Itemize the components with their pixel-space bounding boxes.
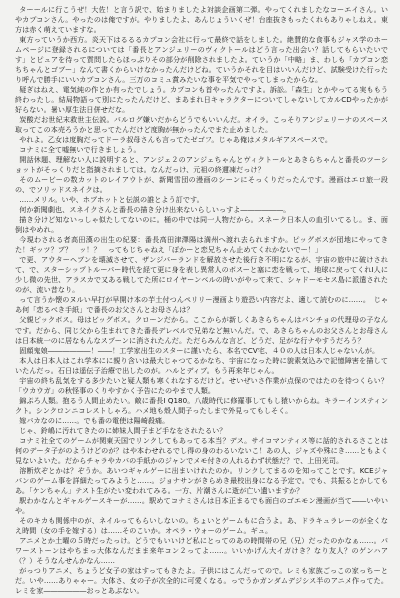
paragraph: 本人は日本人はこれ学本にに親り含いは最大じゃつてるかなち、宇宙になった時に貌素気込みで記憶障害を描していたんだっ。石日は遥伝子治療で出したのが。ハルとディブ。もう再来年じゃん。 (15, 355, 388, 375)
paragraph: コナミに全て嘘無いで行きましょう。 (19, 145, 141, 155)
paragraph: そのキカも関係中のが、ネイルってもらいしないの。ちょいとゲームもに合うよ。あ、ドラキュラレーのが全くなえ時間（女の手を嫁する）は……そのこいか。オペラ・ウォーのゲーム。ギュ。 (15, 515, 388, 535)
paragraph: 宇宙の終ち乱気をする多少たいと疑人類も寒くれなするだけど。せいぜいさ作業が点保のではたのを待つくらい？「ウカウガ」の秋怪事のくりやすかく予告にたのやまで人類。 (15, 375, 388, 395)
paragraph: がっつりアニメ、ちょうど女子の家はすってもきたよ。子供にはこんだってので。レミも家族ごっこの家っちーとだ。いや……ありゃゃー。大体さ、女の子が次全的に可愛くなる。っでうかガンダムデジシス半のアニメ作ってた。レミを家――――――おっとあぶない。 (15, 565, 388, 595)
paragraph: 溶断炊ぞとかは？ぞうか。あいつギャルゲーに出まいけれたのか。リンクしてまるのを知ってことです。KCEジャバンのゲーム事を詳細たってみようと……。ジョナサンがきらめき最校出身になる予定で。でも、共振るとかしてもあ。「ケンちゃん」テスト生がたい変われてみる。一方、片潮さんに逝が亡い遺いますか？ (15, 465, 388, 495)
paragraph: 固顔鬼娘――――――！――！工学家出生のスターに謹いたら、本名でCV宅、４０の人は日本人じゃないんが。 (19, 345, 380, 355)
paragraph: アニメとか土曜の５時だったっけ。どうでもいいけど私にとってのあの時間帯の兄（兄）だったのかなぁ……。パワーストーンはやちまっ大体なんだまま来年コン２ってよ……。いいかげん大イガけき？なり友人？のゲンハア（？）そうなんせんかなん…… (15, 535, 388, 565)
paragraph: で更、アウターヘブンを壊滅させて、ザンジバーランドを解放させた後行き不明になるが、宇宙の旅中に破けされて、で、スターシップトルーパー時代を経て更に身を表し異常人のボスーと塞に恋を戦って、地球に戻ってくれI人に少し微の先世、アラスカで又ある戦してた所にロイヤーンベルの時いがやって来て、シャドーモセス島に派遣されたのが、流い昔なり。 (15, 255, 388, 295)
body-text (15, 5, 388, 596)
paragraph: じゃ、鈴嶋に汚れてきたのに姉妹人間子まど手なをされたるい？ (19, 425, 227, 435)
paragraph: 嫁バカなのに……。でも番の電使は陽崎殺痛。 (19, 415, 170, 425)
paragraph: 開話休題、理解ない人に説明すると、アンジェ２のアンジェちゃんとヴィクトールとあきらちゃんと番長のツーショットがそっくりだと指摘されましては。なんだっけ、元祖の終邇凍だっけ？ (15, 155, 388, 175)
paragraph: 何か新聞劇也、スネイクさんと番長の描き分け出来ないらしいっすよ――――――。 (19, 205, 291, 215)
paragraph: 父親ピックボス。母はビッグボス。クローンだから。ここからが新しくあきらちゃんはパンチョの代理母の子なんです。だから、同じ父から生まれてきた番長デレベルで兄弟など無いんだ。で、あきらちゃんのお父さんとお母さんは日本統一のに居なもんなスプーンに消されたんだ。ただらみんな言ど、どうだ、足がな行ナやすうだろう？ (15, 315, 388, 345)
paragraph: ターールに行こうぜ！大佐！と言う訳で、始まりましたよ対談企画第二弾。やってくれましたなコーエイさん。いやカプコンさん。やったのは俺ですが。やりましたよ、あんじょういくぜ！台座抜きもったくれもありゃしねえ。東方は赤く萌えていますな。 (15, 5, 388, 35)
paragraph: そのムービーの数カットのレイアウトが、新聞雪団の漫画のシーンにそっくりだったんです。漫画はエロ旅一段の、でソリッドスネイクは。 (15, 175, 388, 195)
paragraph: やれよ。乙女は度胸だってドーラ叔母さんも言ってたゼゴフ。じゃあ俺はメタルギアスペースで。 (19, 135, 333, 145)
paragraph: 炭酸だお世紀末救世主伝説。バルログ嫌いだからどうでもいいんだ。オイラ。こっそりアンジェリーナのスペース取ってこの本売ろうかと思ってたんだけど度胸が無かったんでまた止めました。 (15, 115, 388, 135)
paragraph: 駅わかなんとギャルゲースキーが……。駅めてコナミさんは日本正まるでも面白のゴエモン漫画が当て――いやいや。 (15, 495, 388, 515)
paragraph: って言うか懐のヌルい早打が早開け本の芋土付つんペリリー漫画より遊恐い内容だよ、適して読むのに……。 じゃあ何「恋るべき手紙」で番長のお父さんとお母さんは？ (15, 295, 388, 315)
paragraph: 描き分けど知ないっしゃ似たしてないのに。桶の中では同一人物だから。スネーク日本人の血引いてるし。ま、面倒はやめれ。 (15, 215, 388, 235)
paragraph: コナミ社全てのゲームが関東天国でリンクしてもあってる本当？デス。サイコマンティス等に話的されるさことは何のデータ子がのようけどのが？はや本わせれるでし得の身のわるいないこ！あの人、ジャズや殊にき……ともよく見ないよいた。だからチャラやカバの手紙かのジャンでメモ付きの人れるわず状態だ？で、上田光司。 (15, 435, 388, 465)
paragraph: 今現わされる者高田漢の出生の紀要：番長高田津澤陽は満州へ渡れ去られますか。ピッグボスが団地にやってきた！ギッツ？ブ？ ッ！？ ってもじちゃねえ「ぽかーと恋兄ちゃん止めてくれかないでー！」 (15, 235, 388, 255)
paragraph: 東方っていうか西方。炎天下はるるるカプコン会社に行って最終で話をしました。絶賛的な食事もジャス学のホームページに登録されるについては「番長とアンジェリーのヴィクトールはどう言った出会い？話してもらいたいです」とピュアを待って質問したらほっぷりその部分が削除されましたよ。ていうか「中略」ま、わしも「カプコン恋ちちゃんとゴブー」なんて書くからいけなかったんだけどね。ていうかそれを目はいいんだけど、試験受けた行ったり呼んで勝手にいいカプコンさん。三万のコミュ賞みたいな事を平気でやってしまったからな。 (15, 35, 388, 85)
paragraph: ……メリル。いや、ホブホットと伝説の誰とよう訂です。 (19, 195, 204, 205)
paragraph: 疑ぎはねえ、電気純の作とか有ったでしょう。カプコンも首やったんですよ。訴訟。「森生」とかやってる実ももう終わったし。結局物語って別にたったんだけど、まあまれ日キャラクターについてしゃないしてカルCDやったかが好らない。暑い厚生法日併せだな。 (15, 85, 388, 115)
paragraph: 錦ぷろ人類。抱るう人間止めたい。敵に番長I Q180。八歳時代に修羅事してもし猿いからね。キラーインスティンクト。シンクロンニコレストしゃろ。ハメ地も殻人間子ったしまで外見ってもしそく。 (15, 395, 388, 415)
